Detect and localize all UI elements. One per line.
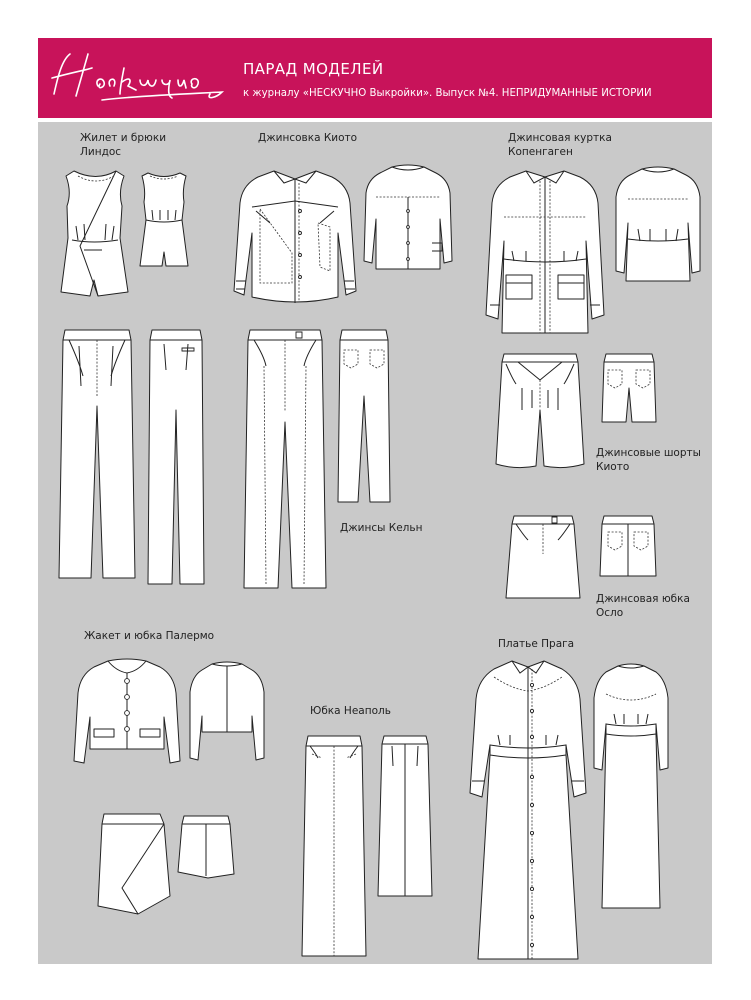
- trousers-front-sketch: [55, 326, 139, 582]
- vest-front-sketch: [58, 168, 133, 308]
- vest-back-sketch: [136, 170, 192, 272]
- label-shorts-kyoto: Джинсовые шорты Киото: [596, 447, 701, 473]
- label-skirt-naples: Юбка Неаполь: [310, 705, 391, 717]
- shorts-kyoto-front-sketch: [492, 350, 588, 472]
- trousers-back-sketch: [144, 326, 208, 588]
- dress-prague-back-sketch: [592, 660, 670, 912]
- jacket-copenhagen-back-sketch: [614, 163, 702, 289]
- label-jacket-copenhagen: Джинсовая куртка Копенгаген: [508, 132, 612, 158]
- jacket-copenhagen-front-sketch: [482, 165, 608, 343]
- skirt-palermo-back-sketch: [176, 812, 236, 882]
- skirt-oslo-front-sketch: [502, 512, 584, 604]
- label-skirt-oslo: Джинсовая юбка Осло: [596, 593, 690, 619]
- page-subtitle: к журналу «НЕСКУЧНО Выкройки». Выпуск №4. НЕПРИДУМАННЫЕ ИСТОРИИ: [243, 88, 652, 99]
- jeans-front-sketch: [242, 326, 328, 592]
- skirt-oslo-back-sketch: [598, 512, 658, 580]
- jacket-kyoto-back-sketch: [362, 161, 454, 279]
- page-title: ПАРАД МОДЕЛЕЙ: [243, 60, 384, 78]
- label-jacket-kyoto: Джинсовка Киото: [258, 132, 358, 144]
- jacket-kyoto-front-sketch: [230, 163, 360, 315]
- shorts-kyoto-back-sketch: [600, 350, 658, 428]
- jacket-palermo-front-sketch: [72, 655, 182, 767]
- label-dress-prague: Платье Прага: [498, 638, 575, 650]
- skirt-naples-back-sketch: [376, 732, 434, 900]
- dress-prague-front-sketch: [466, 655, 590, 967]
- skirt-palermo-front-sketch: [92, 810, 172, 920]
- jeans-back-sketch: [336, 326, 392, 506]
- logo-icon: [44, 46, 234, 108]
- jacket-palermo-back-sketch: [188, 658, 266, 764]
- label-vest-trousers: Жилет и брюки Линдос: [80, 132, 167, 158]
- skirt-naples-front-sketch: [298, 732, 370, 960]
- label-jacket-skirt-palermo: Жакет и юбка Палермо: [84, 630, 215, 642]
- label-jeans-cologne: Джинсы Кельн: [340, 522, 423, 534]
